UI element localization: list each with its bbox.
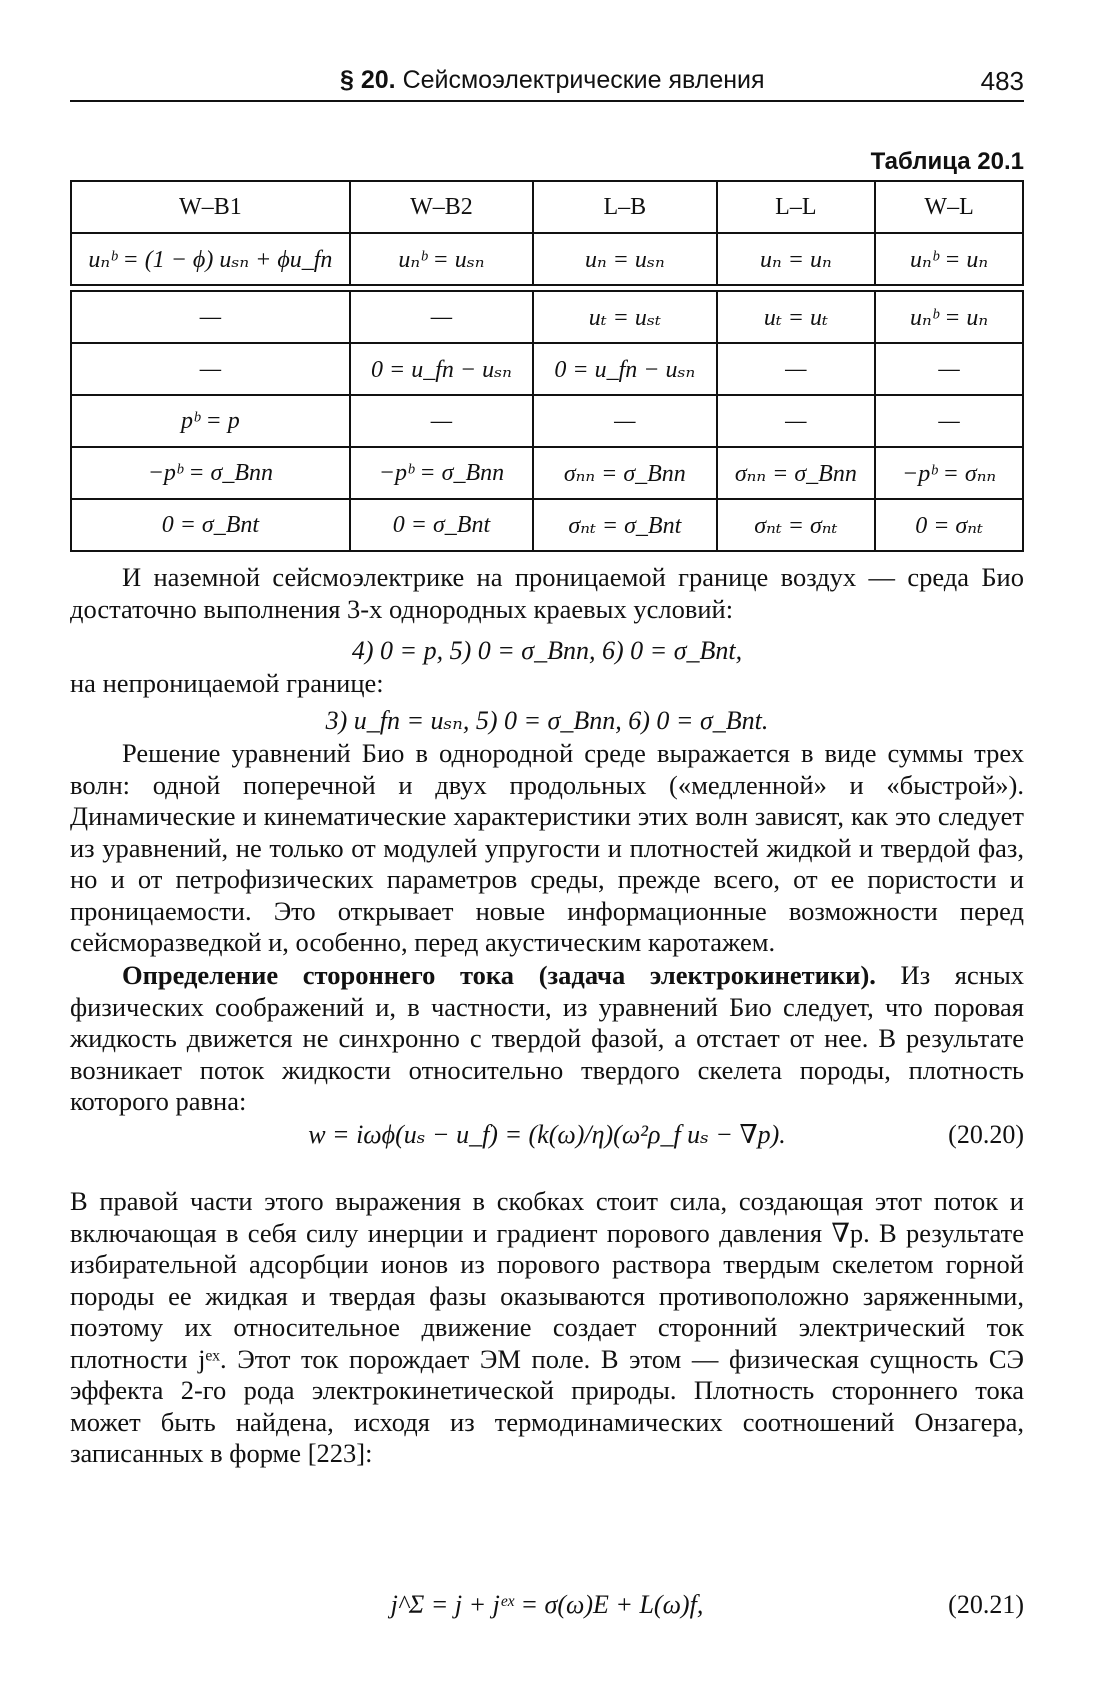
table-cell: σₙₙ = σ_Bnn: [533, 447, 716, 499]
equation-body: w = iωϕ(uₛ − u_f) = (k(ω)/η)(ω²ρ_f uₛ − ∇p).: [308, 1120, 786, 1149]
column-header: L–B: [533, 181, 716, 233]
table-cell: uₙᵇ = uₙ: [875, 233, 1023, 285]
table-row: [71, 291, 1023, 343]
paragraph: И наземной сейсмоэлектрике на проницаемой границе воздух — среда Био достаточно выполнения 3-х однородных краевых условий:: [70, 562, 1024, 624]
equation: [70, 1120, 1024, 1150]
table-cell: uₜ = uₜ: [717, 291, 876, 343]
boundary-conditions-table: [70, 180, 1024, 552]
column-header: W–B1: [71, 181, 350, 233]
paragraph: [70, 960, 1024, 1118]
column-header: L–L: [717, 181, 876, 233]
table-cell: σₙₜ = σₙₜ: [717, 499, 876, 551]
table-cell: —: [717, 395, 876, 447]
table-cell: 0 = u_fn − uₛₙ: [350, 343, 533, 395]
equation: 4) 0 = p, 5) 0 = σ_Bnn, 6) 0 = σ_Bnt,: [351, 636, 743, 665]
equation-number: (20.21): [948, 1590, 1024, 1619]
equation-body: j^Σ = j + jᵉˣ = σ(ω)E + L(ω)f,: [390, 1590, 704, 1619]
table-cell: −pᵇ = σ_Bnn: [71, 447, 350, 499]
table-cell: pᵇ = p: [71, 395, 350, 447]
equation: 3) u_fn = uₛₙ, 5) 0 = σ_Bnn, 6) 0 = σ_Bnt.: [325, 706, 769, 735]
table-header-row: [71, 181, 1023, 233]
table-cell: —: [350, 291, 533, 343]
section-number: § 20.: [340, 66, 396, 94]
table-row: [71, 233, 1023, 285]
table-cell: σₙₙ = σ_Bnn: [717, 447, 876, 499]
table-row: [71, 395, 1023, 447]
table-cell: —: [350, 395, 533, 447]
table-cell: −pᵇ = σ_Bnn: [350, 447, 533, 499]
paragraph: В правой части этого выражения в скобках стоит сила, создающая этот поток и включающая в себя силу инерции и градиент порового давления ∇p. В результате избирательной адсорбции ионов из порового раствора твердым скелетом горной породы ее жидкая и твердая фазы оказываются противоположно заряженными, поэтому их относительное движение создает сторонний электрический ток плотности jᵉˣ. Этот ток порождает ЭМ поле. В этом — физическая сущность СЭ эффекта 2-го рода электрокинетической природы. Плотность стороннего тока может быть найдена, исходя из термодинамических соотношений Онзагера, записанных в форме [223]:: [70, 1186, 1024, 1468]
table-cell: uₙ = uₛₙ: [533, 233, 716, 285]
table-cell: —: [71, 343, 350, 395]
paragraph-heading: Определение стороннего тока (задача электрокинетики).: [122, 960, 876, 990]
paragraph: на непроницаемой границе:: [70, 668, 384, 698]
table-cell: 0 = σ_Bnt: [71, 499, 350, 551]
table-cell: uₙᵇ = uₙ: [875, 291, 1023, 343]
table-cell: −pᵇ = σₙₙ: [875, 447, 1023, 499]
table-cell: —: [533, 395, 716, 447]
table-cell: σₙₜ = σ_Bnt: [533, 499, 716, 551]
table-cell: —: [71, 291, 350, 343]
table-cell: 0 = σ_Bnt: [350, 499, 533, 551]
paragraph: Решение уравнений Био в однородной среде выражается в виде суммы трех волн: одной поперечной и двух продольных («медленной» и «быстрой»). Динамические и кинематические характеристики этих волн зависят, как это следует из уравнений, не только от модулей упругости и плотностей жидкой и твердой фаз, но и от петрофизических параметров среды, прежде всего, от ее пористости и проницаемости. Это открывает новые информационные возможности перед сейсморазведкой и, особенно, перед акустическим каротажем.: [70, 738, 1024, 957]
section-title: [340, 66, 765, 95]
table-cell: 0 = u_fn − uₛₙ: [533, 343, 716, 395]
page: [70, 0, 1024, 1684]
table-cell: uₙᵇ = (1 − ϕ) uₛₙ + ϕu_fn: [71, 233, 350, 285]
table-caption: Таблица 20.1: [870, 148, 1024, 175]
column-header: W–B2: [350, 181, 533, 233]
table-row: [71, 499, 1023, 551]
paragraph-body: Из ясных физических соображений и, в частности, из уравнений Био следует, что поровая жидкость движется не синхронно с твердой фазой, а отстает от нее. В результате возникает поток жидкости относительно твердого скелета породы, плотность которого равна:: [70, 960, 1024, 1116]
table-cell: uₙ = uₙ: [717, 233, 876, 285]
running-head: [70, 62, 1024, 102]
column-header: W–L: [875, 181, 1023, 233]
equation-number: (20.20): [948, 1120, 1024, 1149]
table-cell: —: [717, 343, 876, 395]
table-cell: —: [875, 343, 1023, 395]
page-number: 483: [980, 66, 1024, 96]
section-name: Сейсмоэлектрические явления: [402, 66, 765, 94]
table-row: [71, 343, 1023, 395]
equation: [70, 1590, 1024, 1620]
table-cell: —: [875, 395, 1023, 447]
table-cell: 0 = σₙₜ: [875, 499, 1023, 551]
table-cell: uₜ = uₛₜ: [533, 291, 716, 343]
table-cell: uₙᵇ = uₛₙ: [350, 233, 533, 285]
table-row: [71, 447, 1023, 499]
